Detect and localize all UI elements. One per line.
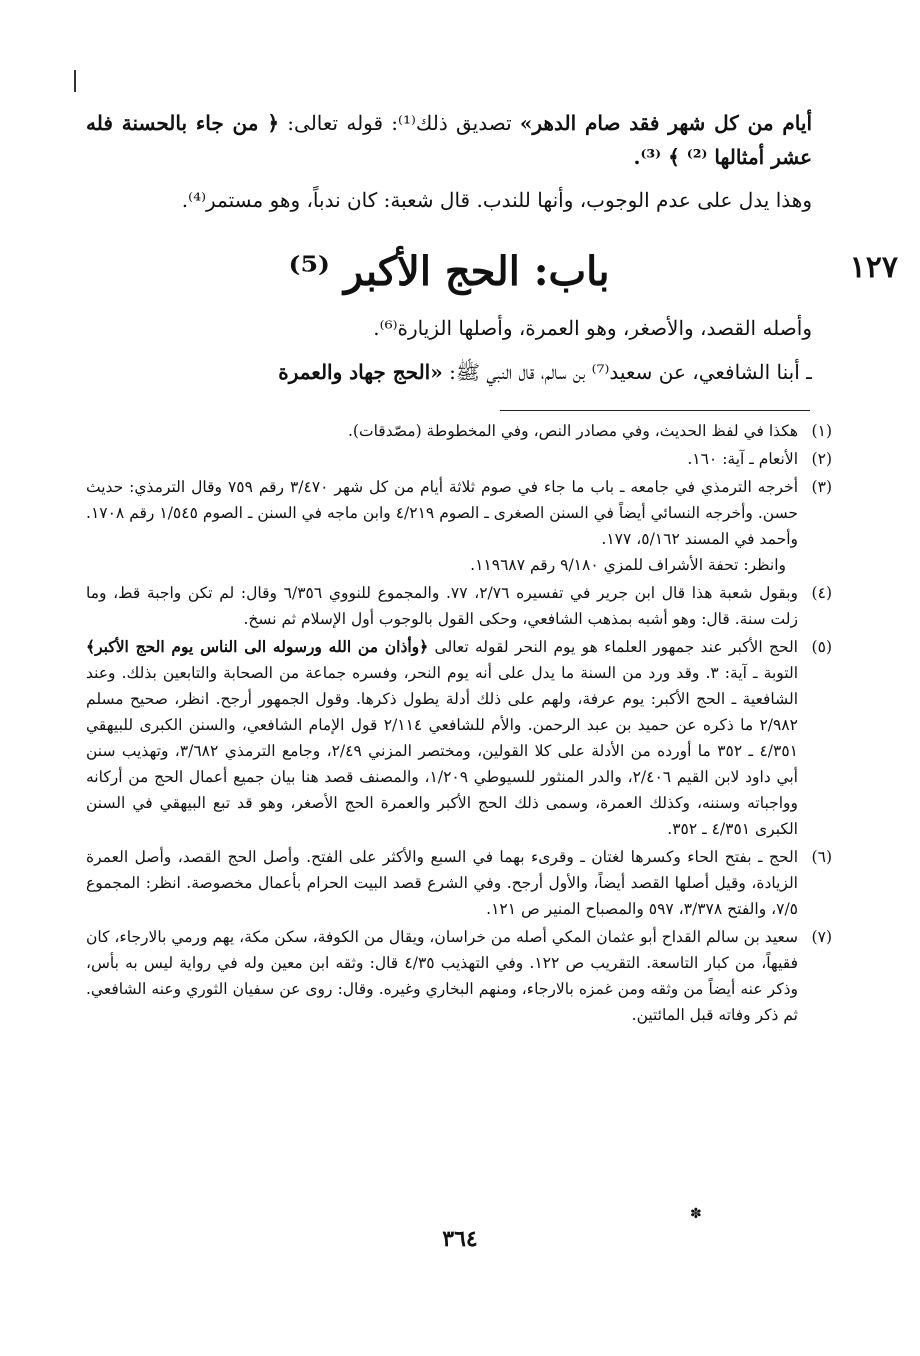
footnote-3 xyxy=(86,474,832,578)
footnote-5 xyxy=(86,634,832,842)
footnotes xyxy=(86,418,832,1030)
page-number: ٣٦٤ xyxy=(442,1226,478,1252)
footnote-7 xyxy=(86,924,832,1028)
margin-mark xyxy=(74,70,76,92)
footnote-number: (٧) xyxy=(811,928,832,946)
footnote-text: الأنعام ـ آية: ١٦٠. xyxy=(687,450,798,468)
chapter-heading: باب: الحج الأكبر ⁽⁵⁾ xyxy=(288,248,610,295)
narration-hadith: «الحج جهاد والعمرة xyxy=(278,360,443,384)
paragraph-commentary: وهذا يدل على عدم الوجوب، وأنها للندب. قال شعبة: كان ندباً، وهو مستمر⁽⁴⁾. xyxy=(181,188,812,212)
paragraph-definition: وأصله القصد، والأصغر، وهو العمرة، وأصلها الزيارة⁽⁶⁾. xyxy=(373,316,812,340)
footnote-text: الحج ـ بفتح الحاء وكسرها لغتان ـ وقرىء بهما في السبع والأكثر على الفتح. وأصل الحج القصد، وأصل العمرة الزيادة، وقيل أصلها القصد أيضاً، والأول أرجح. وفي الشرع قصد البيت الحرام بأعمال مخصوصة. انظر: المجموع ٧/٥، والفتح ٣/٣٧٨، ٥٩٧ والمصباح المنير ص ١٢١. xyxy=(86,848,798,918)
paragraph-narration xyxy=(86,356,812,388)
footnote-body: التوبة ـ آية: ٣. وقد ورد من السنة ما يدل على أنه يوم النحر، وفسره جماعة من الصحابة والتابعين بذلك. وعند الشافعية ـ الحج الأكبر: يوم عرفة، ولهم على ذلك أدلة يطول ذكرها. وقول الجمهور أرجح. انظر، صحيح مسلم ٢/٩٨٢ ما ذكره عن حميد بن عبد الرحمن. والأم للشافعي ٢/١١٤ قول الإمام الشافعي، والسنن الكبرى للبيهقي ٤/٣٥١ ـ ٣٥٢ ما أورده من الأدلة على كلا القولين، ومختصر المزني ٢/٤٩، وجامع الترمذي ٣/٦٨٢، وتهذيب سنن أبي داود لابن القيم ٢/٤٠٦، والدر المنثور للسيوطي ١/٢٠٩، والمصنف قصد هنا بيان جميع أعمال الحج من أركانه وواجباته وسننه، وكذلك العمرة، وسمى ذلك الحج الأكبر والعمرة الحج الأصغر، وهو قد تبع البيهقي في السنن الكبرى ٤/٣٥١ ـ ٣٥٢. xyxy=(86,664,798,838)
quran-verse: ﴿ من جاء بالحسنة فله عشر أمثالها ⁽²⁾ ﴾ ⁽³⁾. xyxy=(86,111,812,169)
footnote-intro: الحج الأكبر عند جمهور العلماء هو يوم النحر لقوله تعالى xyxy=(428,638,798,656)
footnote-text xyxy=(86,474,798,578)
footnote-separator xyxy=(500,410,810,411)
footnote-body: أخرجه الترمذي في جامعه ـ باب ما جاء في صوم ثلاثة أيام من كل شهر ٣/٤٧٠ رقم ٧٥٩ وقال الترمذي: حديث حسن. وأخرجه النسائي أيضاً في السنن الصغرى ـ الصوم ٤/٢١٩ وابن ماجه في السنن ـ الصوم ١/٥٤٥ رقم ١٧٠٨. وأحمد في المسند ٥/١٦٢، ١٧٧. xyxy=(86,478,799,548)
narration-chain: ـ أبنا الشافعي، عن سعيد⁽⁷⁾ بن سالم، قال النبي ﷺ: xyxy=(442,360,812,384)
footnote-6 xyxy=(86,844,832,922)
footnote-number: (٢) xyxy=(811,450,832,468)
footnote-number: (٣) xyxy=(811,478,832,496)
ornament-star: ✽ xyxy=(690,1206,702,1222)
footnote-number: (١) xyxy=(811,422,832,440)
footnote-text: وبقول شعبة هذا قال ابن جرير في تفسيره ٢/٧٦، ٧٧. والمجموع للنووي ٦/٣٥٦ وقال: لم تكن واجبة قط، وما زلت سنة. قال: وهو أشبه بمذهب الشافعي، وحكى القول بالوجوب أول الإسلام ثم نسخ. xyxy=(86,584,799,628)
footnote-number: (٦) xyxy=(811,848,832,866)
margin-number: ١٢٧ xyxy=(849,250,898,285)
footnote-number: (٥) xyxy=(811,638,832,656)
footnote-1 xyxy=(86,418,832,444)
footnote-text xyxy=(86,634,798,842)
footnote-see-also: وانظر: تحفة الأشراف للمزي ٩/١٨٠ رقم ١١٩٦٨٧. xyxy=(470,556,786,574)
footnote-text: سعيد بن سالم القداح أبو عثمان المكي أصله من خراسان، ويقال من الكوفة، سكن مكة، يهم ورمي بالارجاء، كان فقيهاً، من كبار التاسعة. التقريب ص ١٢٢. وفي التهذيب ٤/٣٥ قال: وثقه ابن معين وله في رواية ليس به بأس، وذكر عنه أيضاً من وثقه ومن غمزه بالارجاء، ومنهم البخاري وغيره. وقال: روى عن سفيان الثوري وعنه الشافعي. ثم ذكر وفاته قبل المائتين. xyxy=(86,928,798,1024)
footnote-quran-verse: ﴿وأذان من الله ورسوله الى الناس يوم الحج الأكبر﴾ xyxy=(86,637,429,656)
hadith-text-plain: تصديق ذلك⁽¹⁾: قوله تعالى: xyxy=(279,111,520,135)
footnote-4 xyxy=(86,580,832,632)
footnote-number: (٤) xyxy=(811,584,832,602)
hadith-text-bold: أيام من كل شهر فقد صام الدهر» xyxy=(519,111,813,135)
footnote-2 xyxy=(86,446,832,472)
paragraph-hadith-continuation xyxy=(86,106,812,174)
footnote-text: هكذا في لفظ الحديث، وفي مصادر النص، وفي المخطوطة (مصّدقات). xyxy=(348,422,798,440)
